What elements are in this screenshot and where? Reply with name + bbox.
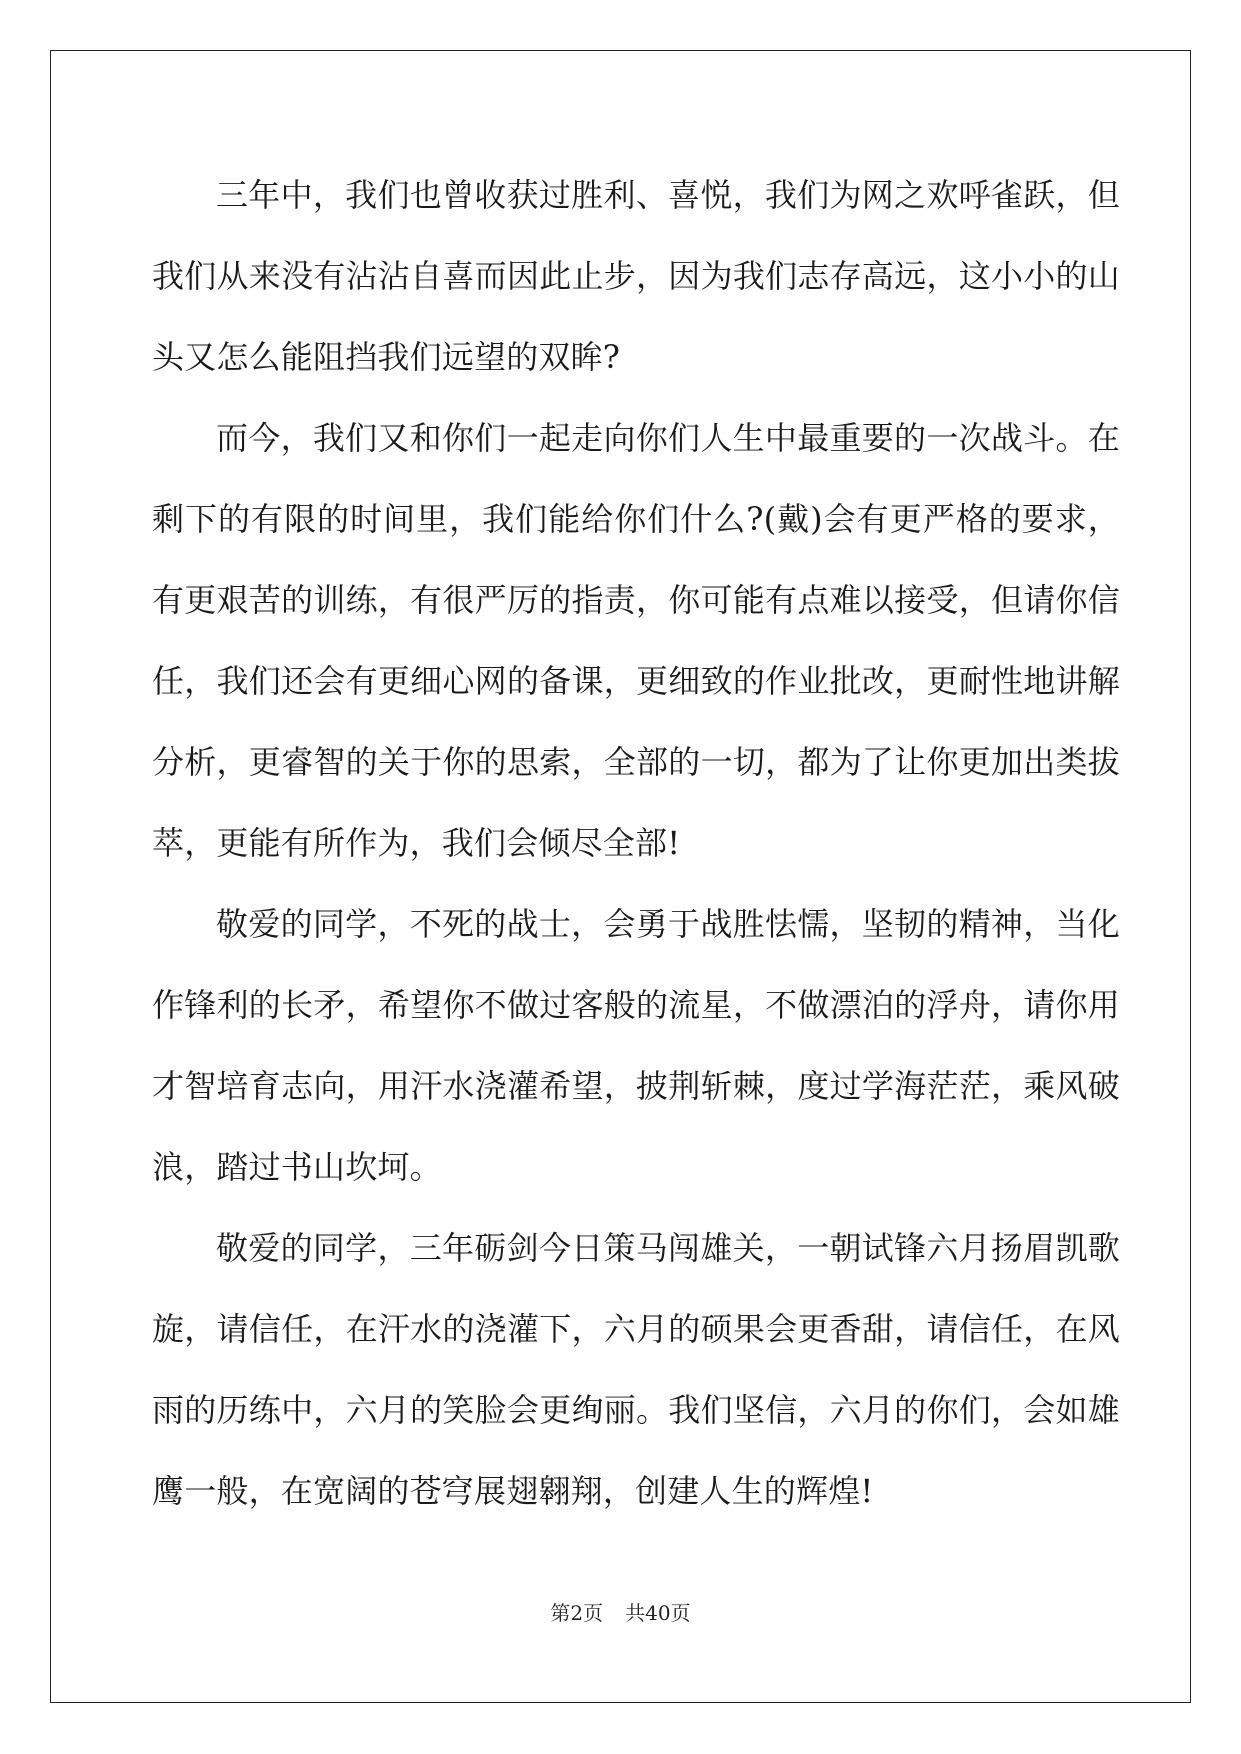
page-footer — [0, 1597, 1241, 1626]
page-number: 第2页 — [550, 1601, 604, 1625]
paragraph-2: 而今，我们又和你们一起走向你们人生中最重要的一次战斗。在剩下的有限的时间里，我们能给你们什么?(戴)会有更严格的要求，有更艰苦的训练，有很严厉的指责，你可能有点难以接受，但请你信任，我们还会有更细心网的备课，更细致的作业批改，更耐性地讲解分析，更睿智的关于你的思索，全部的一切，都为了让你更加出类拔萃，更能有所作为，我们会倾尽全部! — [152, 419, 1120, 862]
paragraph-4: 敬爱的同学，三年砺剑今日策马闯雄关，一朝试锋六月扬眉凯歌旋，请信任，在汗水的浇灌下，六月的硕果会更香甜，请信任，在风雨的历练中，六月的笑脸会更绚丽。我们坚信，六月的你们，会如雄鹰一般，在宽阔的苍穹展翅翱翔，创建人生的辉煌! — [152, 1229, 1120, 1510]
paragraph-1: 三年中，我们也曾收获过胜利、喜悦，我们为网之欢呼雀跃，但我们从来没有沾沾自喜而因此止步，因为我们志存高远，这小小的山头又怎么能阻挡我们远望的双眸? — [152, 176, 1120, 376]
document-body — [152, 155, 1120, 1532]
paragraph-3: 敬爱的同学，不死的战士，会勇于战胜怯懦，坚韧的精神，当化作锋利的长矛，希望你不做过客般的流星，不做漂泊的浮舟，请你用才智培育志向，用汗水浇灌希望，披荆斩棘，度过学海茫茫，乘风破浪，踏过书山坎坷。 — [152, 905, 1120, 1186]
page-total: 共40页 — [625, 1601, 691, 1625]
